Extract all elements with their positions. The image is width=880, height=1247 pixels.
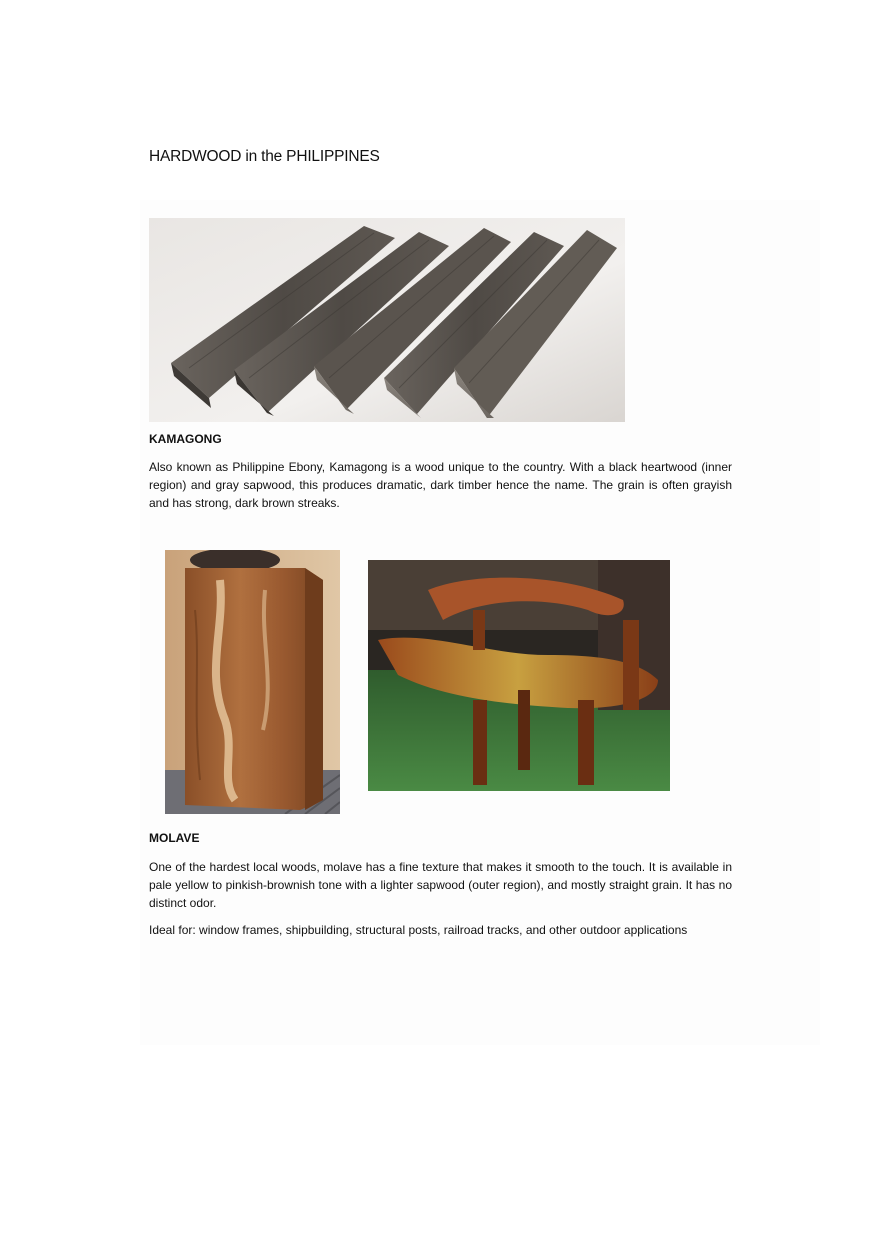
- section-heading-molave: MOLAVE: [149, 831, 200, 845]
- page-title: HARDWOOD in the PHILIPPINES: [149, 148, 380, 165]
- kamagong-wood-image: [149, 218, 625, 422]
- molave-chair-image: [368, 560, 670, 791]
- section-heading-kamagong: KAMAGONG: [149, 432, 222, 446]
- molave-ideal-uses: Ideal for: window frames, shipbuilding, structural posts, railroad tracks, and other outdoor applications: [149, 923, 688, 937]
- molave-block-image: [165, 550, 340, 814]
- kamagong-description: Also known as Philippine Ebony, Kamagong is a wood unique to the country. With a black heartwood (inner region) and gray sapwood, this produces dramatic, dark timber hence the name. The grain is often grayish and has strong, dark brown streaks.: [149, 460, 732, 510]
- molave-description: One of the hardest local woods, molave has a fine texture that makes it smooth to the touch. It is available in pale yellow to pinkish-brownish tone with a lighter sapwood (outer region), and mostly straight grain. It has no distinct odor.: [149, 860, 732, 910]
